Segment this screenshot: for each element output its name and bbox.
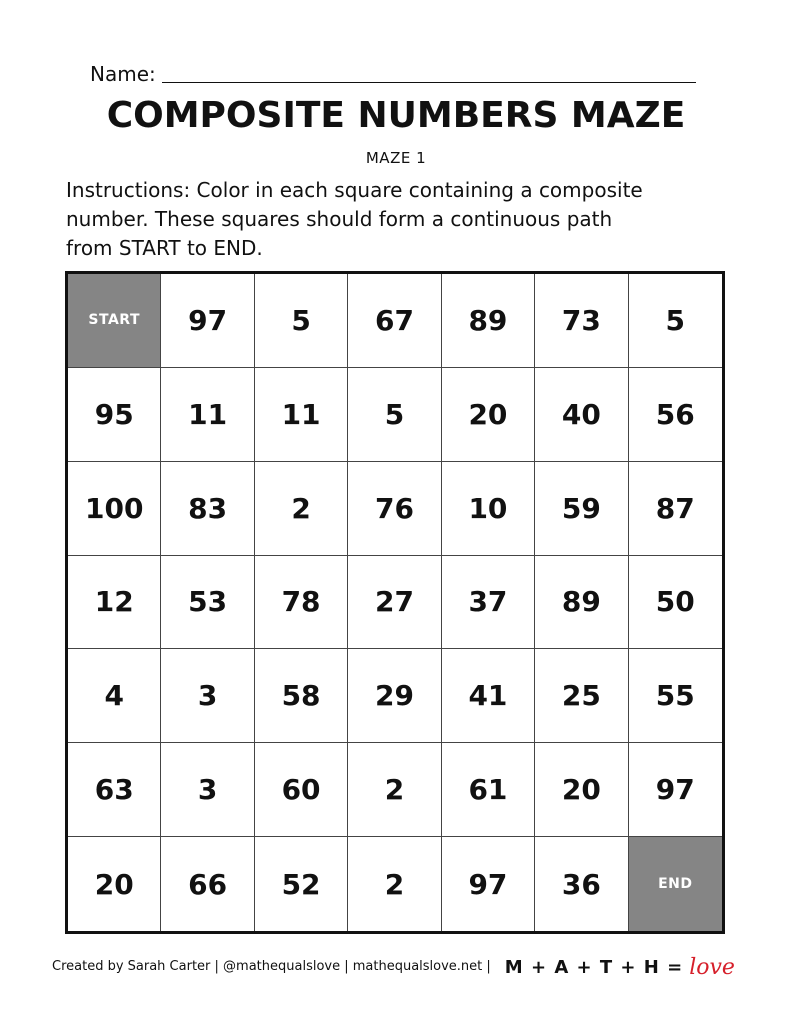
maze-cell[interactable]: 2 xyxy=(348,837,441,931)
maze-cell[interactable]: 55 xyxy=(629,649,722,743)
maze-cell[interactable]: 3 xyxy=(161,743,254,837)
logo-text: M + A + T + H = xyxy=(504,956,684,978)
maze-end-cell[interactable]: END xyxy=(629,837,722,931)
maze-cell[interactable]: 2 xyxy=(348,743,441,837)
maze-cell[interactable]: 59 xyxy=(535,462,628,556)
maze-start-cell[interactable]: START xyxy=(68,274,161,368)
maze-cell[interactable]: 11 xyxy=(255,368,348,462)
maze-cell[interactable]: 52 xyxy=(255,837,348,931)
maze-cell[interactable]: 41 xyxy=(442,649,535,743)
maze-cell[interactable]: 36 xyxy=(535,837,628,931)
footer xyxy=(52,952,752,982)
maze-cell[interactable]: 40 xyxy=(535,368,628,462)
maze-cell[interactable]: 5 xyxy=(348,368,441,462)
maze-cell[interactable]: 53 xyxy=(161,556,254,650)
maze-cell[interactable]: 58 xyxy=(255,649,348,743)
maze-cell[interactable]: 76 xyxy=(348,462,441,556)
name-label: Name: xyxy=(90,62,156,86)
name-blank-line[interactable] xyxy=(162,82,696,83)
maze-cell[interactable]: 97 xyxy=(442,837,535,931)
maze-cell[interactable]: 20 xyxy=(442,368,535,462)
maze-cell[interactable]: 4 xyxy=(68,649,161,743)
maze-cell[interactable]: 5 xyxy=(255,274,348,368)
math-equals-love-logo xyxy=(505,955,735,980)
maze-cell[interactable]: 10 xyxy=(442,462,535,556)
maze-cell[interactable]: 2 xyxy=(255,462,348,556)
maze-cell[interactable]: 67 xyxy=(348,274,441,368)
maze-cell[interactable]: 12 xyxy=(68,556,161,650)
maze-cell[interactable]: 66 xyxy=(161,837,254,931)
maze-cell[interactable]: 97 xyxy=(161,274,254,368)
maze-cell[interactable]: 63 xyxy=(68,743,161,837)
maze-cell[interactable]: 97 xyxy=(629,743,722,837)
instructions-text: Instructions: Color in each square containing a composite number. These squares should form a continuous path from START to END. xyxy=(66,178,643,260)
maze-cell[interactable]: 73 xyxy=(535,274,628,368)
maze-cell[interactable]: 37 xyxy=(442,556,535,650)
maze-subtitle: MAZE 1 xyxy=(365,149,427,167)
maze-cell[interactable]: 87 xyxy=(629,462,722,556)
maze-cell[interactable]: 89 xyxy=(442,274,535,368)
logo-love-script: love xyxy=(689,954,735,980)
maze-cell[interactable]: 20 xyxy=(68,837,161,931)
maze-cell[interactable]: 11 xyxy=(161,368,254,462)
name-field-row xyxy=(90,56,696,86)
maze-cell[interactable]: 5 xyxy=(629,274,722,368)
maze-cell[interactable]: 27 xyxy=(348,556,441,650)
maze-grid xyxy=(65,271,725,934)
maze-cell[interactable]: 78 xyxy=(255,556,348,650)
maze-cell[interactable]: 60 xyxy=(255,743,348,837)
maze-cell[interactable]: 29 xyxy=(348,649,441,743)
maze-cell[interactable]: 95 xyxy=(68,368,161,462)
maze-cell[interactable]: 50 xyxy=(629,556,722,650)
maze-cell[interactable]: 3 xyxy=(161,649,254,743)
maze-cell[interactable]: 83 xyxy=(161,462,254,556)
page-title: COMPOSITE NUMBERS MAZE xyxy=(106,95,686,136)
maze-cell[interactable]: 20 xyxy=(535,743,628,837)
maze-cell[interactable]: 61 xyxy=(442,743,535,837)
maze-cell[interactable]: 56 xyxy=(629,368,722,462)
maze-cell[interactable]: 100 xyxy=(68,462,161,556)
maze-cell[interactable]: 89 xyxy=(535,556,628,650)
maze-cell[interactable]: 25 xyxy=(535,649,628,743)
footer-credit: Created by Sarah Carter | @mathequalslove | mathequalslove.net | xyxy=(52,959,491,974)
